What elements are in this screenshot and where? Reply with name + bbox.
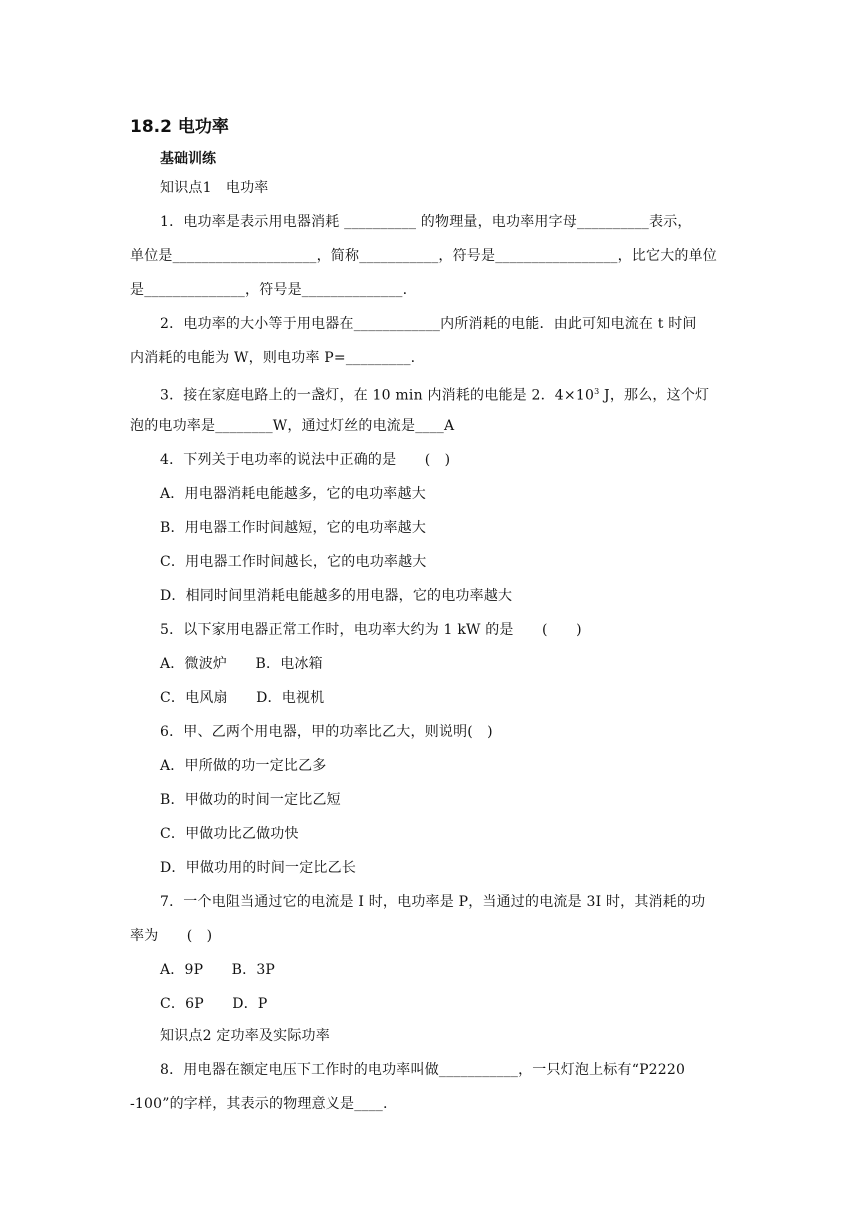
question-4-option-b: B．用电器工作时间越短，它的电功率越大 [160,520,427,536]
question-3-line-2: 泡的电功率是________W，通过灯丝的电流是____A [130,418,455,434]
exponent: 3 [594,387,600,396]
question-3-text-a: 3．接在家庭电路上的一盏灯，在 10 min 内消耗的电能是 2．4×10 [160,387,595,404]
question-6-option-d: D．甲做功用的时间一定比乙长 [160,860,357,876]
document-title: 18.2 电功率 [130,117,229,137]
question-7-line-1: 7．一个电阻当通过它的电流是 I 时，电功率是 P，当通过的电流是 3I 时，其消耗的功 [160,894,706,910]
question-1-line-3: 是______________，符号是______________. [130,282,408,298]
question-1-line-1: 1．电功率是表示用电器消耗 __________ 的物理量，电功率用字母__________表示， [160,214,692,230]
question-5-stem: 5．以下家用电器正常工作时，电功率大约为 1 kW 的是 ( ) [160,622,582,638]
question-3-text-b: J，那么，这个灯 [599,387,710,404]
question-4-option-a: A．用电器消耗电能越多，它的电功率越大 [160,486,426,502]
question-6-option-a: A．甲所做的功一定比乙多 [160,758,327,774]
question-6-option-c: C．甲做功比乙做功快 [160,826,299,842]
question-7-options-ab: A．9P B．3P [160,962,276,978]
knowledge-point-2: 知识点2 定功率及实际功率 [160,1028,330,1044]
question-8-line-2: -100”的字样，其表示的物理意义是____. [130,1096,388,1112]
question-5-options-ab: A．微波炉 B．电冰箱 [160,656,323,672]
question-6-option-b: B．甲做功的时间一定比乙短 [160,792,341,808]
question-6-stem: 6．甲、乙两个用电器，甲的功率比乙大，则说明( ) [160,724,493,740]
question-7-line-2: 率为 ( ) [130,928,213,944]
question-3-line-1 [160,382,709,406]
question-4-stem: 4．下列关于电功率的说法中正确的是 ( ) [160,452,451,468]
question-2-line-2: 内消耗的电能为 W，则电功率 P=_________. [130,350,416,366]
question-8-line-1: 8．用电器在额定电压下工作时的电功率叫做___________，一只灯泡上标有“P2220 [160,1062,686,1078]
question-4-option-c: C．用电器工作时间越长，它的电功率越大 [160,554,427,570]
question-4-option-d: D．相同时间里消耗电能越多的用电器，它的电功率越大 [160,588,513,604]
question-2-line-1: 2．电功率的大小等于用电器在____________内所消耗的电能．由此可知电流在 t 时间 [160,316,697,332]
question-5-options-cd: C．电风扇 D．电视机 [160,690,325,706]
question-7-options-cd: C．6P D．P [160,996,268,1012]
section-heading: 基础训练 [160,151,216,167]
knowledge-point-1: 知识点1 电功率 [160,180,269,196]
question-1-line-2: 单位是____________________，简称___________，符号是_________________，比它大的单位 [130,248,717,264]
